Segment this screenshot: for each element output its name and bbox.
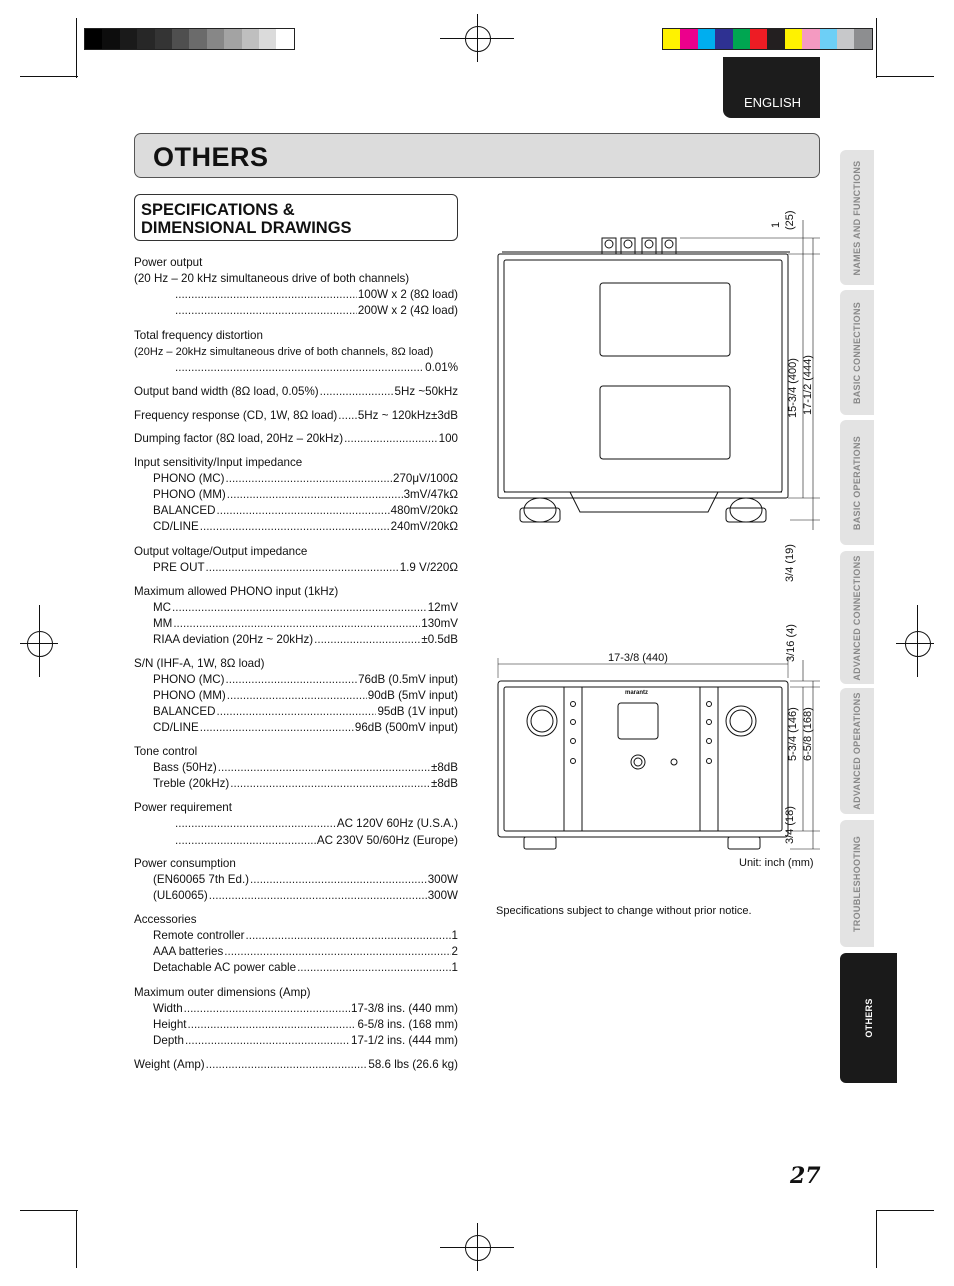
spec-value: 1 <box>451 961 458 974</box>
spec-value: 3mV/47kΩ <box>403 488 458 501</box>
color-swatch <box>172 29 189 49</box>
registration-mark <box>465 1235 491 1261</box>
spec-signal-noise <box>134 656 458 736</box>
spec-heading: Total frequency distortion <box>134 329 263 342</box>
spec-value: 17-1/2 ins. (444 mm) <box>351 1034 458 1047</box>
crop-mark <box>477 14 478 62</box>
spec-row <box>134 1017 458 1033</box>
color-swatch <box>85 29 102 49</box>
spec-value: 300W <box>427 889 458 902</box>
spec-label: MC <box>153 601 172 614</box>
spec-value: 5Hz ~50kHz <box>394 385 458 398</box>
color-swatch <box>785 29 802 49</box>
crop-mark <box>917 605 918 677</box>
crop-mark <box>477 1223 478 1271</box>
side-tab-others[interactable] <box>840 953 897 1083</box>
color-swatch <box>820 29 837 49</box>
spec-row <box>134 704 458 720</box>
color-swatch <box>189 29 206 49</box>
spec-value: 130mV <box>421 617 458 630</box>
color-swatch <box>102 29 119 49</box>
dim-front-height: 5-3/4 (146) <box>787 707 799 761</box>
spec-value: ±8dB <box>431 761 458 774</box>
spec-input-sensitivity <box>134 455 458 535</box>
spec-label: PHONO (MM) <box>153 689 226 702</box>
spec-label: AAA batteries <box>153 945 224 958</box>
spec-value: 95dB (1V input) <box>377 705 458 718</box>
crop-mark <box>876 18 877 78</box>
spec-output-voltage <box>134 544 458 576</box>
spec-value: 1.9 V/220Ω <box>399 561 458 574</box>
dim-total-height: 6-5/8 (168) <box>802 707 814 761</box>
spec-value: 1 <box>451 929 458 942</box>
spec-row <box>134 720 458 736</box>
spec-value: 270μV/100Ω <box>393 472 458 485</box>
spec-heading: Power output <box>134 256 203 269</box>
color-swatch <box>767 29 784 49</box>
spec-value: 6-5/8 ins. (168 mm) <box>357 1018 458 1031</box>
side-tab-label: TROUBLESHOOTING <box>852 835 862 932</box>
top-view-drawing <box>490 190 830 530</box>
spec-row <box>134 960 458 976</box>
spec-row <box>134 928 458 944</box>
unit-note: Unit: inch (mm) <box>739 857 814 869</box>
section-title-box <box>134 194 458 241</box>
page-number: 27 <box>790 1163 821 1189</box>
side-tab-label: NAMES AND FUNCTIONS <box>852 160 862 275</box>
spec-dimensions <box>134 985 458 1049</box>
spec-heading: Input sensitivity/Input impedance <box>134 456 303 469</box>
spec-band <box>134 384 458 400</box>
spec-value: 90dB (5mV input) <box>367 689 458 702</box>
spec-value: ±8dB <box>431 777 458 790</box>
color-swatch <box>155 29 172 49</box>
spec-label: BALANCED <box>153 705 216 718</box>
spec-heading: Output voltage/Output impedance <box>134 545 308 558</box>
spec-power-requirement <box>134 800 458 849</box>
spec-row <box>134 632 458 648</box>
spec-heading: Power requirement <box>134 801 232 814</box>
spec-row <box>134 816 458 832</box>
notice-text: Specifications subject to change without prior notice. <box>496 905 752 917</box>
spec-row <box>134 1001 458 1017</box>
spec-row <box>134 519 458 535</box>
spec-row <box>134 944 458 960</box>
spec-distortion <box>134 328 458 376</box>
spec-heading: Maximum allowed PHONO input (1kHz) <box>134 585 339 598</box>
spec-value: 96dB (500mV input) <box>354 721 458 734</box>
color-swatch <box>837 29 854 49</box>
spec-row <box>134 872 458 888</box>
dim-foot: 3/4 (19) <box>784 544 796 582</box>
spec-value: 5Hz ~ 120kHz±3dB <box>357 409 458 422</box>
spec-row <box>134 1033 458 1049</box>
front-view-drawing <box>490 650 830 850</box>
spec-label: Output band width (8Ω load, 0.05%) <box>134 385 319 398</box>
side-tab-label: BASIC OPERATIONS <box>852 435 862 530</box>
section-title-line2: DIMENSIONAL DRAWINGS <box>141 219 352 237</box>
side-tab-label: OTHERS <box>863 998 874 1038</box>
color-swatch <box>750 29 767 49</box>
color-swatch <box>224 29 241 49</box>
spec-row <box>134 431 458 447</box>
spec-row <box>134 303 458 319</box>
side-tab-basic-operations[interactable] <box>840 420 874 545</box>
crop-mark <box>39 605 40 677</box>
color-swatch <box>854 29 871 49</box>
spec-value: 12mV <box>427 601 458 614</box>
side-tab-label: ADVANCED CONNECTIONS <box>852 554 862 681</box>
spec-heading: Accessories <box>134 913 197 926</box>
spec-heading: S/N (IHF-A, 1W, 8Ω load) <box>134 657 265 670</box>
spec-row <box>134 487 458 503</box>
spec-row <box>134 560 458 576</box>
spec-note: (20Hz – 20kHz simultaneous drive of both channels, 8Ω load) <box>134 346 434 358</box>
spec-label: PHONO (MM) <box>153 488 226 501</box>
spec-power-output <box>134 255 458 319</box>
crop-mark <box>876 1210 877 1268</box>
spec-row <box>134 888 458 904</box>
dim-top-1: 1 <box>770 221 782 228</box>
spec-heading: Power consumption <box>134 857 236 870</box>
spec-label: PHONO (MC) <box>153 472 225 485</box>
language-tab <box>723 57 820 118</box>
crop-mark <box>896 643 934 644</box>
spec-label: RIAA deviation (20Hz ~ 20kHz) <box>153 633 314 646</box>
spec-value: AC 230V 50/60Hz (Europe) <box>316 834 458 847</box>
color-swatch <box>733 29 750 49</box>
spec-row <box>134 408 458 424</box>
spec-label: Remote controller <box>153 929 245 942</box>
spec-label: Depth <box>153 1034 184 1047</box>
spec-value: 240mV/20kΩ <box>390 520 458 533</box>
crop-mark <box>876 1210 934 1211</box>
spec-row <box>134 760 458 776</box>
dim-feet-height: 3/4 (18) <box>784 806 796 844</box>
spec-tone <box>134 744 458 792</box>
crop-mark <box>876 76 934 77</box>
crop-mark <box>20 1210 78 1211</box>
spec-value: 300W <box>427 873 458 886</box>
side-tab-troubleshooting[interactable] <box>840 820 874 947</box>
spec-weight <box>134 1057 458 1073</box>
registration-mark <box>905 631 931 657</box>
spec-label: Dumping factor (8Ω load, 20Hz – 20kHz) <box>134 432 344 445</box>
color-swatch <box>137 29 154 49</box>
dim-depth-inner: 15-3/4 (400) <box>787 358 799 418</box>
crop-mark <box>76 18 77 78</box>
color-swatch <box>207 29 224 49</box>
color-swatch <box>715 29 732 49</box>
spec-value: 76dB (0.5mV input) <box>358 673 458 686</box>
spec-row <box>134 776 458 792</box>
spec-label: (UL60065) <box>153 889 208 902</box>
registration-mark <box>27 631 53 657</box>
spec-value: ±0.5dB <box>421 633 458 646</box>
side-tab-names-and-functions[interactable] <box>840 150 874 285</box>
color-swatch <box>242 29 259 49</box>
spec-row <box>134 600 458 616</box>
spec-label: Detachable AC power cable <box>153 961 297 974</box>
spec-label: PHONO (MC) <box>153 673 225 686</box>
spec-heading: Maximum outer dimensions (Amp) <box>134 986 311 999</box>
section-title-line1: SPECIFICATIONS & <box>141 201 295 219</box>
language-label: ENGLISH <box>744 95 802 110</box>
spec-heading: Tone control <box>134 745 198 758</box>
spec-row <box>134 672 458 688</box>
spec-row <box>134 1057 458 1073</box>
spec-max-phono <box>134 584 458 648</box>
spec-value: 17-3/8 ins. (440 mm) <box>351 1002 458 1015</box>
color-calibration-bar <box>662 28 873 50</box>
brand-logo: marantz <box>625 690 649 696</box>
spec-label: Width <box>153 1002 183 1015</box>
side-tab-label: ADVANCED OPERATIONS <box>852 692 862 810</box>
spec-row <box>134 832 458 849</box>
page-title-box <box>134 133 820 178</box>
spec-value: 0.01% <box>425 361 458 374</box>
spec-row <box>134 360 458 376</box>
color-swatch <box>802 29 819 49</box>
side-tab-basic-connections[interactable] <box>840 290 874 415</box>
spec-label: Frequency response (CD, 1W, 8Ω load) <box>134 409 338 422</box>
spec-row <box>134 616 458 632</box>
color-swatch <box>680 29 697 49</box>
spec-label: Treble (20kHz) <box>153 777 230 790</box>
color-swatch <box>120 29 137 49</box>
spec-note: (20 Hz – 20 kHz simultaneous drive of both channels) <box>134 272 410 285</box>
spec-value: AC 120V 60Hz (U.S.A.) <box>336 817 458 830</box>
spec-value: 100W x 2 (8Ω load) <box>357 288 458 301</box>
spec-row <box>134 287 458 303</box>
spec-value: 200W x 2 (4Ω load) <box>357 304 458 317</box>
registration-mark <box>465 26 491 52</box>
spec-label: CD/LINE <box>153 520 199 533</box>
crop-mark <box>76 1210 77 1268</box>
spec-row <box>134 688 458 704</box>
color-swatch <box>698 29 715 49</box>
side-tab-advanced-connections[interactable] <box>840 551 874 684</box>
spec-accessories <box>134 912 458 976</box>
spec-value: 2 <box>451 945 458 958</box>
side-tab-label: BASIC CONNECTIONS <box>852 301 862 404</box>
spec-value: 58.6 lbs (26.6 kg) <box>368 1058 458 1071</box>
spec-value: 100 <box>438 432 458 445</box>
spec-power-consumption <box>134 856 458 904</box>
spec-row <box>134 471 458 487</box>
spec-label: PRE OUT <box>153 561 205 574</box>
spec-label: Bass (50Hz) <box>153 761 217 774</box>
dim-316: 3/16 (4) <box>785 624 797 662</box>
page-title: OTHERS <box>153 142 269 172</box>
spec-label: Height <box>153 1018 187 1031</box>
spec-frequency <box>134 408 458 424</box>
spec-damping <box>134 431 458 447</box>
spec-label: MM <box>153 617 173 630</box>
spec-label: (EN60065 7th Ed.) <box>153 873 250 886</box>
color-swatch <box>663 29 680 49</box>
spec-value: 480mV/20kΩ <box>390 504 458 517</box>
spec-label: BALANCED <box>153 504 216 517</box>
spec-row <box>134 384 458 400</box>
dim-depth-total: 17-1/2 (444) <box>802 355 814 415</box>
grayscale-calibration-bar <box>84 28 295 50</box>
dim-top-25: (25) <box>784 210 796 230</box>
side-tab-advanced-operations[interactable] <box>840 688 874 814</box>
color-swatch <box>276 29 293 49</box>
spec-label: Weight (Amp) <box>134 1058 205 1071</box>
dim-width: 17-3/8 (440) <box>608 652 668 664</box>
spec-row <box>134 503 458 519</box>
color-swatch <box>259 29 276 49</box>
crop-mark <box>20 76 78 77</box>
spec-label: CD/LINE <box>153 721 199 734</box>
